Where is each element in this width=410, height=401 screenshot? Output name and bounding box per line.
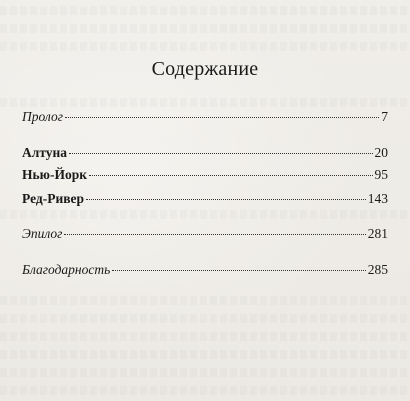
dot-leader bbox=[65, 117, 379, 118]
toc-entry-page: 285 bbox=[367, 262, 388, 277]
bleed-through-line bbox=[0, 350, 410, 359]
toc-entry-label: Благодарность bbox=[22, 262, 111, 277]
bleed-through-line bbox=[0, 296, 410, 305]
toc-entry-page: 20 bbox=[374, 145, 388, 160]
dot-leader bbox=[69, 153, 372, 154]
dot-leader bbox=[112, 270, 365, 271]
toc-entry-new-york bbox=[22, 167, 388, 185]
bleed-through-line bbox=[0, 386, 410, 395]
toc-entry-epilogue bbox=[22, 226, 388, 244]
bleed-through-line bbox=[0, 98, 410, 107]
bleed-through-line bbox=[0, 314, 410, 323]
bleed-through-line bbox=[0, 210, 410, 219]
toc-entry-acknowledgements bbox=[22, 262, 388, 280]
dot-leader bbox=[64, 234, 365, 235]
toc-entry-prologue bbox=[22, 109, 388, 127]
page-title: Содержание bbox=[151, 58, 259, 80]
bleed-through-line bbox=[0, 42, 410, 51]
toc-entry-altuna bbox=[22, 145, 388, 163]
toc-entry-label: Эпилог bbox=[22, 226, 63, 241]
dot-leader bbox=[86, 199, 366, 200]
toc-entry-page: 95 bbox=[374, 167, 388, 182]
toc-entry-page: 7 bbox=[381, 109, 388, 124]
bleed-through-line bbox=[0, 24, 410, 33]
bleed-through-line bbox=[0, 6, 410, 15]
toc-entry-label: Алтуна bbox=[22, 145, 68, 160]
bleed-through-line bbox=[0, 332, 410, 341]
toc-entry-page: 281 bbox=[367, 226, 388, 241]
dot-leader bbox=[89, 175, 373, 176]
toc-entry-label: Пролог bbox=[22, 109, 63, 124]
toc-entry-label: Нью-Йорк bbox=[22, 167, 87, 182]
toc-entry-red-river bbox=[22, 191, 388, 209]
bleed-through-line bbox=[0, 368, 410, 377]
toc-entry-page: 143 bbox=[367, 191, 388, 206]
toc-entry-label: Ред-Ривер bbox=[22, 191, 85, 206]
